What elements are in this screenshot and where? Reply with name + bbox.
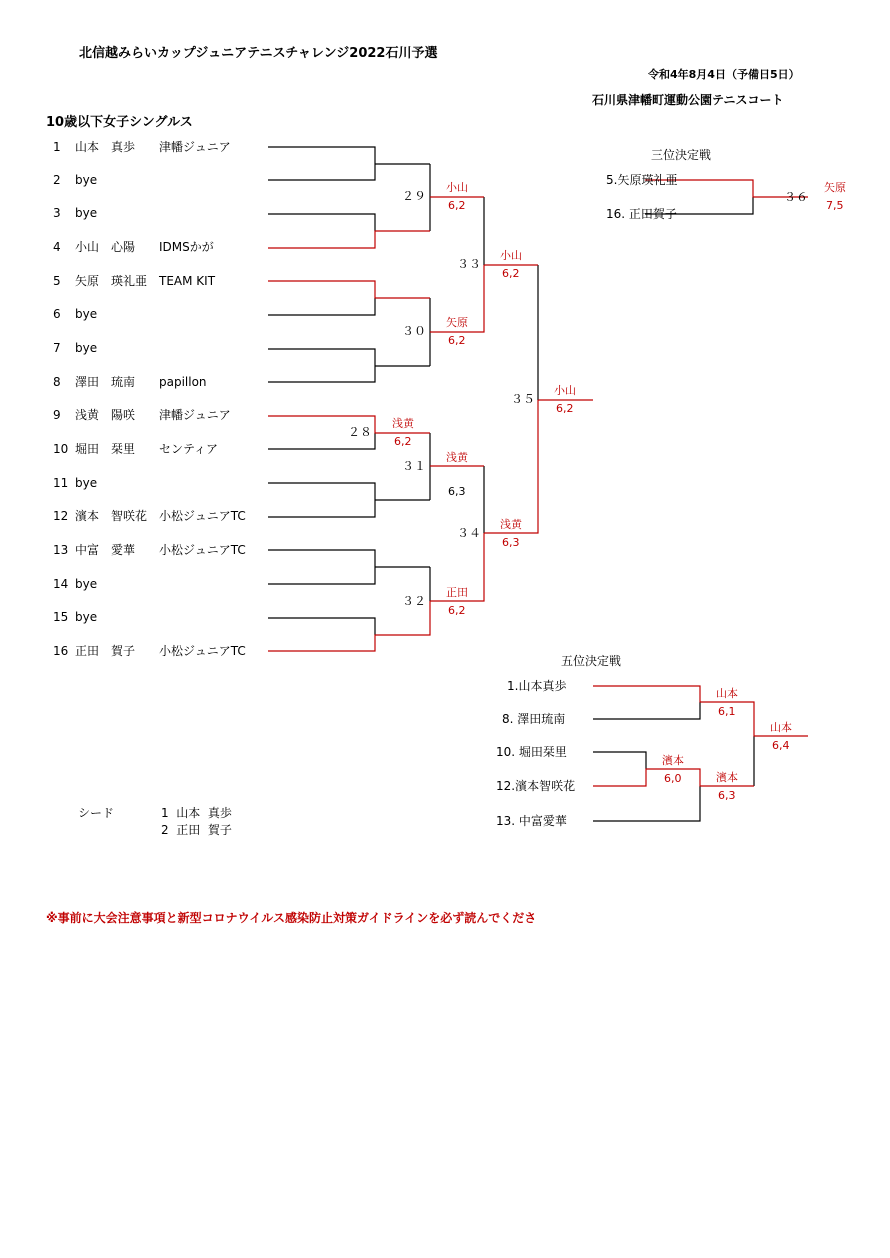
player-number: 10 — [53, 442, 69, 456]
player-last-name: 小山 — [75, 240, 100, 254]
fifth-place-player: 10. 堀田栞里 — [496, 745, 567, 759]
player-first-name: 心陽 — [111, 240, 136, 254]
match-number: ３６ — [784, 190, 809, 204]
match-score: 6,1 — [718, 705, 736, 718]
bracket-line — [268, 298, 375, 315]
bracket-line — [593, 786, 700, 821]
match-winner: 正田 — [446, 586, 468, 599]
event-date: 令和4年8月4日（予備日5日） — [648, 68, 800, 81]
match-score: 6,3 — [448, 485, 466, 498]
match-winner: 浅黄 — [500, 518, 522, 531]
player-number: 1 — [53, 140, 61, 154]
fifth-place-player: 12.濱本智咲花 — [496, 779, 576, 793]
player-club: TEAM KIT — [159, 274, 216, 288]
third-place-title: 三位決定戦 — [651, 148, 712, 162]
player-club: papillon — [159, 375, 207, 389]
winner-line — [268, 231, 430, 248]
match-score: 6,3 — [502, 536, 520, 549]
event-category: 10歳以下女子シングルス — [46, 115, 193, 130]
winner-line — [268, 601, 430, 651]
player-first-name: 真歩 — [111, 140, 136, 154]
match-score: 6,2 — [394, 435, 412, 448]
player-club: 小松ジュニアTC — [159, 509, 246, 523]
player-first-name: 琉南 — [111, 375, 136, 389]
seed-entry: 1 山本 真歩 — [161, 806, 232, 820]
player-last-name: 正田 — [75, 644, 100, 658]
bracket-line — [268, 550, 375, 584]
match-winner: 浅黄 — [446, 451, 468, 464]
fifth-place-player: 13. 中富愛華 — [496, 814, 567, 828]
match-winner: 小山 — [500, 249, 522, 262]
bracket-line — [593, 752, 646, 769]
player-number: 8 — [53, 375, 61, 389]
player-first-name: 智咲花 — [111, 509, 148, 523]
player-club: 小松ジュニアTC — [159, 644, 246, 658]
match-winner: 小山 — [554, 384, 576, 397]
player-club: IDMSかが — [159, 240, 214, 254]
match-number: ２８ — [348, 425, 373, 439]
player-last-name: bye — [75, 610, 98, 624]
match-number: ３２ — [402, 594, 427, 608]
player-club: 津幡ジュニア — [159, 408, 231, 422]
third-place-player-2: 16. 正田賀子 — [606, 207, 677, 221]
player-number: 15 — [53, 610, 69, 624]
match-winner: 矢原 — [824, 181, 846, 194]
event-venue: 石川県津幡町運動公園テニスコート — [592, 93, 784, 107]
match-score: 6,4 — [772, 739, 790, 752]
fifth-place-player: 1.山本真歩 — [507, 679, 567, 693]
player-last-name: 濱本 — [75, 509, 100, 523]
player-last-name: 矢原 — [75, 274, 100, 288]
player-last-name: 澤田 — [75, 375, 100, 389]
bracket-line — [268, 483, 375, 517]
player-first-name: 愛華 — [111, 543, 136, 557]
player-last-name: bye — [75, 476, 98, 490]
match-number: ３１ — [402, 459, 427, 473]
player-first-name: 瑛礼亜 — [111, 274, 148, 288]
winner-line — [268, 281, 430, 298]
player-club: 小松ジュニアTC — [159, 543, 246, 557]
notice-text: ※事前に大会注意事項と新型コロナウイルス感染防止対策ガイドラインを必ず読んでくださ — [46, 911, 537, 925]
player-number: 11 — [53, 476, 69, 490]
player-last-name: bye — [75, 307, 98, 321]
tournament-title: 北信越みらいカップジュニアテニスチャレンジ2022石川予選 — [79, 46, 438, 61]
winner-line — [484, 400, 538, 533]
match-score: 6,3 — [718, 789, 736, 802]
match-number: ３４ — [457, 526, 482, 540]
match-number: ３３ — [457, 257, 482, 271]
match-score: 6,2 — [502, 267, 520, 280]
player-last-name: bye — [75, 341, 98, 355]
player-last-name: bye — [75, 206, 98, 220]
player-club: センティア — [159, 442, 219, 456]
player-number: 14 — [53, 577, 69, 591]
player-number: 16 — [53, 644, 69, 658]
player-number: 6 — [53, 307, 61, 321]
match-number: ２９ — [402, 189, 427, 203]
player-first-name: 栞里 — [111, 442, 136, 456]
seed-entry: 2 正田 賀子 — [161, 823, 232, 837]
player-last-name: 堀田 — [75, 442, 100, 456]
player-club: 津幡ジュニア — [159, 140, 231, 154]
match-score: 6,0 — [664, 772, 682, 785]
match-number: ３５ — [511, 392, 536, 406]
match-winner: 濱本 — [716, 771, 738, 784]
player-number: 12 — [53, 509, 69, 523]
match-winner: 濱本 — [662, 754, 684, 767]
match-score: 6,2 — [448, 334, 466, 347]
match-score: 6,2 — [448, 199, 466, 212]
player-last-name: 浅黄 — [75, 408, 100, 422]
match-winner: 山本 — [716, 687, 738, 700]
player-number: 4 — [53, 240, 61, 254]
match-score: 6,2 — [448, 604, 466, 617]
player-number: 7 — [53, 341, 61, 355]
match-winner: 矢原 — [446, 316, 468, 329]
match-number: ３０ — [402, 324, 427, 338]
bracket-line — [268, 349, 375, 382]
player-last-name: bye — [75, 577, 98, 591]
player-number: 9 — [53, 408, 61, 422]
bracket-line — [268, 214, 375, 231]
fifth-place-title: 五位決定戦 — [561, 654, 622, 668]
bracket-line — [593, 702, 700, 719]
player-number: 3 — [53, 206, 61, 220]
player-number: 5 — [53, 274, 61, 288]
player-last-name: bye — [75, 173, 98, 187]
player-number: 2 — [53, 173, 61, 187]
seed-label: シード — [78, 806, 115, 820]
player-number: 13 — [53, 543, 69, 557]
player-first-name: 賀子 — [111, 644, 136, 658]
player-last-name: 中富 — [75, 543, 100, 557]
match-winner: 山本 — [770, 721, 792, 734]
bracket-line — [268, 618, 375, 635]
player-last-name: 山本 — [75, 140, 100, 154]
match-winner: 小山 — [446, 181, 468, 194]
player-first-name: 陽咲 — [111, 408, 136, 422]
third-place-player-1: 5.矢原瑛礼亜 — [606, 173, 678, 187]
match-score: 7,5 — [826, 199, 844, 212]
match-winner: 浅黄 — [392, 417, 414, 430]
fifth-place-player: 8. 澤田琉南 — [502, 712, 566, 726]
bracket-line — [268, 147, 375, 180]
match-score: 6,2 — [556, 402, 574, 415]
